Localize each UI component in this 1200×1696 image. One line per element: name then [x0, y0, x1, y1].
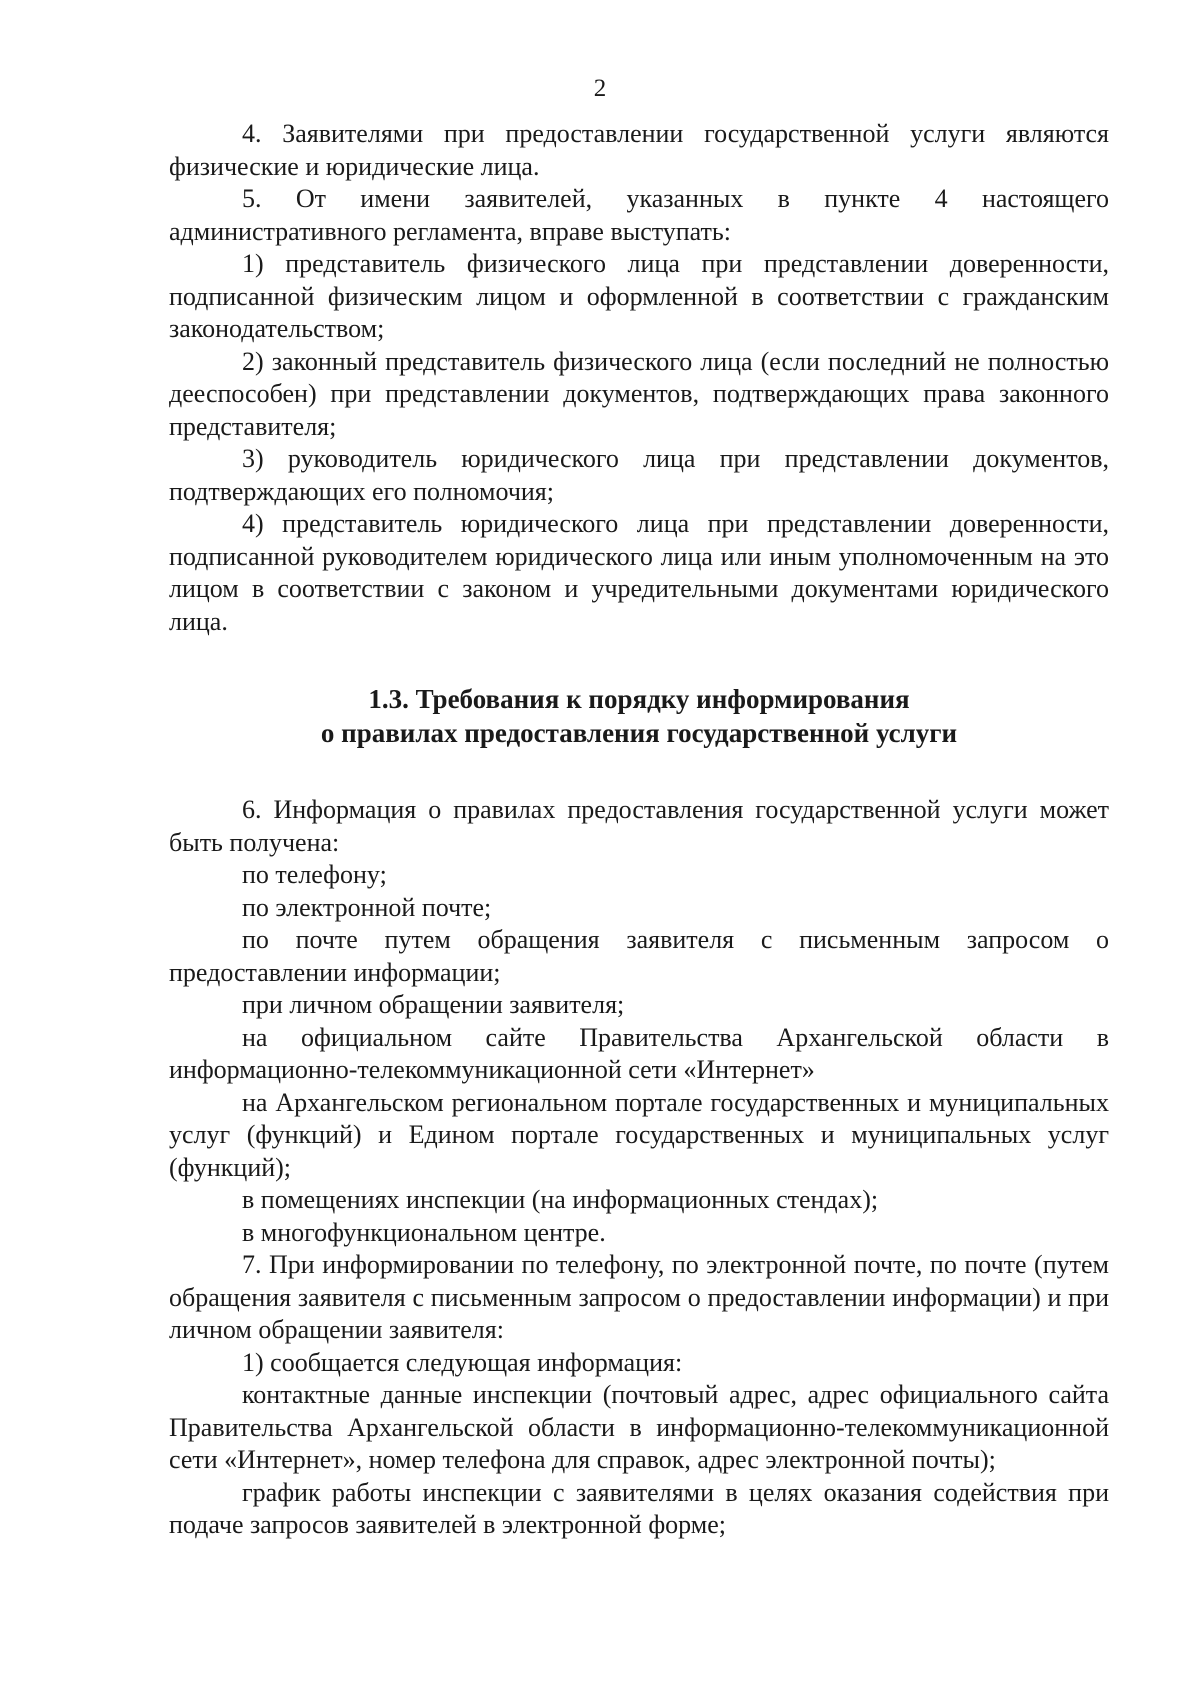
- list-item: 3) руководитель юридического лица при представлении документов, подтверждающих его полномочия;: [169, 444, 1109, 506]
- list-item: 1) представитель физического лица при представлении доверенности, подписанной физическим лицом и оформленной в соответствии с гражданским законодательством;: [169, 249, 1109, 343]
- page-number: 2: [593, 75, 607, 102]
- spacer: [169, 750, 1109, 794]
- section-heading-line: 1.3. Требования к порядку информирования: [368, 684, 910, 714]
- list-item: 4) представитель юридического лица при представлении доверенности, подписанной руководителем юридического лица или иным уполномоченным на это лицом в соответствии с законом и учредительными документами юридического лица.: [169, 509, 1109, 636]
- list-item: 2) законный представитель физического лица (если последний не полностью дееспособен) при представлении документов, подтверждающих права законного представителя;: [169, 346, 1109, 441]
- paragraph: 4. Заявителями при предоставлении государственной услуги являются физические и юридические лица.: [169, 119, 1109, 181]
- list-item: по телефону;: [242, 860, 387, 889]
- section-heading: [169, 682, 1109, 750]
- document-body: [169, 118, 1109, 1542]
- paragraph: 6. Информация о правилах предоставления государственной услуги может быть получена:: [169, 795, 1109, 857]
- list-item: по электронной почте;: [242, 892, 492, 922]
- list-item: контактные данные инспекции (почтовый адрес, адрес официального сайта Правительства Архангельской области в информационно-телекоммуникационной сети «Интернет», номер телефона для справок, адрес электронной почты);: [169, 1380, 1109, 1474]
- list-item: на Архангельском региональном портале государственных и муниципальных услуг (функций) и Едином портале государственных и муниципальных услуг (функций);: [169, 1087, 1109, 1182]
- list-item: график работы инспекции с заявителями в целях оказания содействия при подаче запросов заявителей в электронной форме;: [169, 1477, 1109, 1539]
- list-item: на официальном сайте Правительства Архангельской области в информационно-телекоммуникационной сети «Интернет»: [169, 1022, 1109, 1084]
- section-heading-line: о правилах предоставления государственной услуги: [320, 718, 958, 748]
- list-item: при личном обращении заявителя;: [242, 990, 625, 1019]
- list-item: по почте путем обращения заявителя с письменным запросом о предоставлении информации;: [169, 925, 1109, 987]
- list-item: в многофункциональном центре.: [242, 1217, 606, 1247]
- paragraph: 7. При информировании по телефону, по электронной почте, по почте (путем обращения заявителя с письменным запросом о предоставлении информации) и при личном обращении заявителя:: [169, 1250, 1109, 1344]
- list-item: 1) сообщается следующая информация:: [242, 1347, 683, 1377]
- paragraph: 5. От имени заявителей, указанных в пункте 4 настоящего административного регламента, вправе выступать:: [169, 184, 1109, 246]
- list-item: в помещениях инспекции (на информационных стендах);: [242, 1185, 879, 1214]
